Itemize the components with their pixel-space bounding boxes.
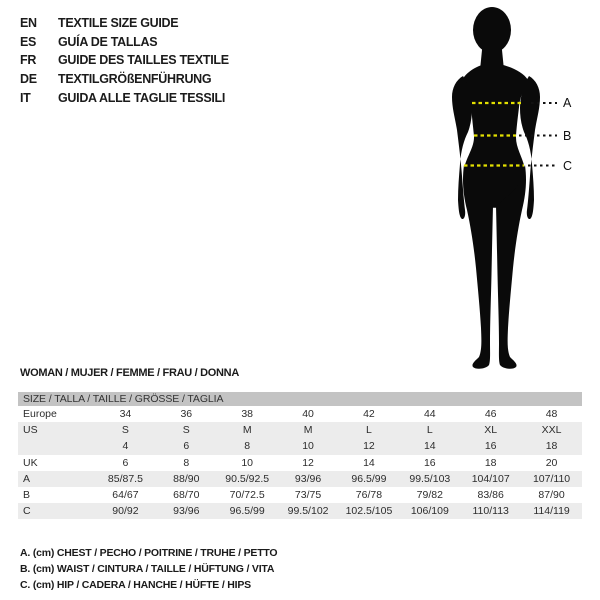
cell: 14 [423,440,436,453]
cell: 70/72.5 [229,488,265,501]
cell: 34 [119,408,132,420]
cell: 90.5/92.5 [225,472,270,485]
cell: 10 [241,456,254,469]
row-label [18,438,95,454]
cell: 99.5/103 [409,472,451,485]
legend-chest: A. (cm) CHEST / PECHO / POITRINE / TRUHE / PETTO [20,547,278,559]
cell: 93/96 [173,505,200,518]
lang-title: TEXTILGRÖßENFÜHRUNG [58,72,212,87]
lang-title: GUIDE DES TAILLES TEXTILE [58,53,229,68]
row-label: US [23,424,38,437]
lang-row-it [20,88,229,107]
cell: 20 [545,456,558,469]
cell: 46 [484,408,497,420]
cell: 16 [484,440,497,453]
row-label: UK [23,456,38,469]
cell: 64/67 [112,488,139,501]
lang-row-es [20,33,229,52]
lang-row-fr [20,51,229,70]
cell: 68/70 [173,488,200,501]
cell: XL [484,424,498,437]
row-label: A [23,472,31,485]
cell: 44 [423,408,436,420]
table-row-us-letters [18,422,582,438]
cell: 107/110 [532,472,571,485]
section-title: WOMAN / MUJER / FEMME / FRAU / DONNA [20,367,239,379]
cell: L [426,424,433,437]
cell: 38 [241,408,254,420]
cell: 102.5/105 [345,505,393,518]
row-label: C [23,505,31,518]
table-row-hip [18,503,582,519]
cell: 6 [183,440,190,453]
cell: XXL [541,424,562,437]
cell: 87/90 [538,488,565,501]
cell: S [121,424,129,437]
cell: 88/90 [173,472,200,485]
chest-label: A [563,96,572,110]
legend-hip: C. (cm) HIP / CADERA / HANCHE / HÜFTE / HIPS [20,579,251,591]
table-row-europe [18,406,582,422]
lang-code: EN [20,16,37,31]
cell: M [303,424,313,437]
lang-title: GUÍA DE TALLAS [58,34,158,49]
cell: 76/78 [355,488,383,501]
lang-code: FR [20,53,37,68]
lang-row-en [20,14,229,33]
cell: 93/96 [294,472,322,485]
cell: 104/107 [471,472,510,485]
cell: 4 [122,440,129,453]
cell: 10 [302,440,314,453]
cell: 90/92 [112,505,139,518]
lang-title: TEXTILE SIZE GUIDE [58,16,179,31]
cell: 96.5/99 [229,505,265,518]
cell: 18 [484,456,497,469]
table-row-us-numbers [18,438,582,454]
waist-label: B [563,129,572,143]
cell: 8 [183,456,190,469]
language-title-list [20,14,229,107]
cell: S [182,424,190,437]
size-table [18,392,582,519]
lang-code: ES [20,34,37,49]
cell: 36 [180,408,193,420]
cell: 110/113 [472,505,509,518]
table-row-chest [18,471,582,487]
table-row-uk [18,455,582,471]
cell: 8 [244,440,251,453]
cell: 40 [302,408,314,420]
cell: 18 [545,440,558,453]
woman-silhouette-svg [400,0,600,380]
lang-code: IT [20,90,31,105]
cell: 85/87.5 [107,472,143,485]
cell: 42 [363,408,375,420]
cell: 48 [545,408,558,420]
legend-waist: B. (cm) WAIST / CINTURA / TAILLE / HÜFTUNG / VITA [20,563,275,575]
cell: L [366,424,372,437]
cell: M [242,424,252,437]
cell: 79/82 [416,488,443,501]
cell: 106/109 [410,505,449,518]
cell: 114/119 [533,505,570,518]
cell: 99.5/102 [287,505,329,518]
cell: 12 [302,456,314,469]
cell: 12 [363,440,375,453]
lang-title: GUIDA ALLE TAGLIE TESSILI [58,90,226,105]
size-table-header: SIZE / TALLA / TAILLE / GRÖSSE / TAGLIA [18,392,582,406]
lang-code: DE [20,72,37,87]
woman-silhouette [400,0,600,380]
cell: 96.5/99 [351,472,387,485]
row-label: B [23,488,31,501]
cell: 16 [423,456,436,469]
table-row-waist [18,487,582,503]
measurement-legend [20,545,277,593]
cell: 14 [363,456,375,469]
hip-label: C [563,159,573,173]
cell: 83/86 [477,488,504,501]
row-label: Europe [23,408,57,420]
cell: 73/75 [294,488,322,501]
lang-row-de [20,70,229,89]
cell: 6 [122,456,129,469]
